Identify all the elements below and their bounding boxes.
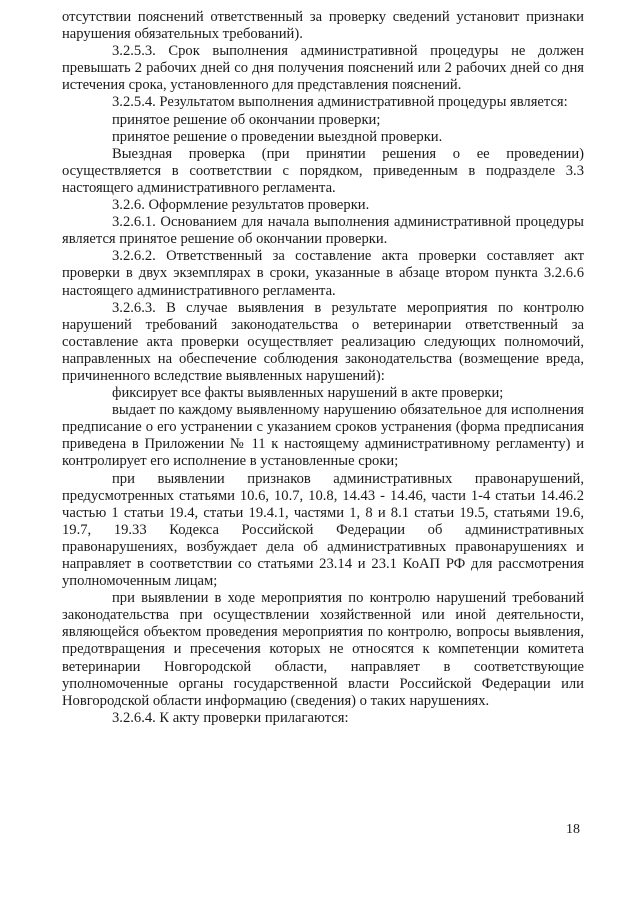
paragraph-3-2-6-4: 3.2.6.4. К акту проверки прилагаются:	[112, 709, 349, 726]
list-item-other-violations: при выявлении в ходе мероприятия по контролю нарушений требований законодательства при осуществлении хозяйственной или иной деятельности, являющейся объектом проведения мероприятия по контролю, вопросы выявления, предотвращения и пресечения которых не относятся к компетенции комитета ветеринарии Новгородской области, направляет в соответствующие уполномоченные органы государственной власти Российской Федерации или Новгородской области информацию (сведения) о таких нарушениях.	[62, 590, 584, 709]
list-item-administrative-offenses: при выявлении признаков административных правонарушений, предусмотренных статьями 10.6, 10.7, 10.8, 14.43 - 14.46, части 1-4 статьи 14.46.2 частью 1 статьи 19.4, статьи 19.4.1, частями 1, 8 и 8.1 статьи 19.5, статьями 19.6, 19.7, 19.33 Кодекса Российской Федерации об административных правонарушениях, возбуждает дела об административных правонарушениях и направляет в соответствии со статьями 23.14 и 23.1 КоАП РФ для рассмотрения уполномоченным лицам;	[62, 470, 584, 590]
paragraph-3-2-6-2: 3.2.6.2. Ответственный за составление акта проверки составляет акт проверки в двух экземплярах в сроки, указанные в абзаце втором пункта 3.2.6.6 настоящего административного регламента.	[62, 248, 584, 299]
paragraph-continuation: отсутствии пояснений ответственный за проверку сведений установит признаки нарушения обязательных требований).	[62, 9, 584, 43]
paragraph-3-2-5-3: 3.2.5.3. Срок выполнения административной процедуры не должен превышать 2 рабочих дней со дня получения пояснений или 2 рабочих дней со дня истечения срока, установленного для представления пояснений.	[62, 43, 584, 94]
list-item-issue-order: выдает по каждому выявленному нарушению обязательное для исполнения предписание о его устранении с указанием сроков устранения (форма предписания приведена в Приложении № 11 к настоящему административному регламенту) и контролирует его исполнение в установленные сроки;	[62, 402, 584, 470]
list-item-record-violations: фиксирует все факты выявленных нарушений в акте проверки;	[112, 385, 504, 402]
list-item-decision-visit: принятое решение о проведении выездной проверки.	[112, 128, 443, 145]
heading-3-2-6: 3.2.6. Оформление результатов проверки.	[112, 197, 370, 214]
paragraph-field-inspection: Выездная проверка (при принятии решения о ее проведении) осуществляется в соответствии с порядком, приведенным в подразделе 3.3 настоящего административного регламента.	[62, 145, 584, 196]
page-number: 18	[566, 822, 580, 837]
paragraph-3-2-5-4: 3.2.5.4. Результатом выполнения административной процедуры является:	[112, 94, 568, 111]
paragraph-3-2-6-1: 3.2.6.1. Основанием для начала выполнения административной процедуры является принятое решение об окончании проверки.	[62, 214, 584, 248]
document-body	[62, 9, 584, 727]
paragraph-3-2-6-3: 3.2.6.3. В случае выявления в результате мероприятия по контролю нарушений требований законодательства о ветеринарии ответственный за составление акта проверки осуществляет реализацию следующих полномочий, направленных на обеспечение соблюдения законодательства (возмещение вреда, причиненного вследствие выявленных нарушений):	[62, 299, 584, 384]
list-item-decision-end: принятое решение об окончании проверки;	[112, 111, 381, 128]
